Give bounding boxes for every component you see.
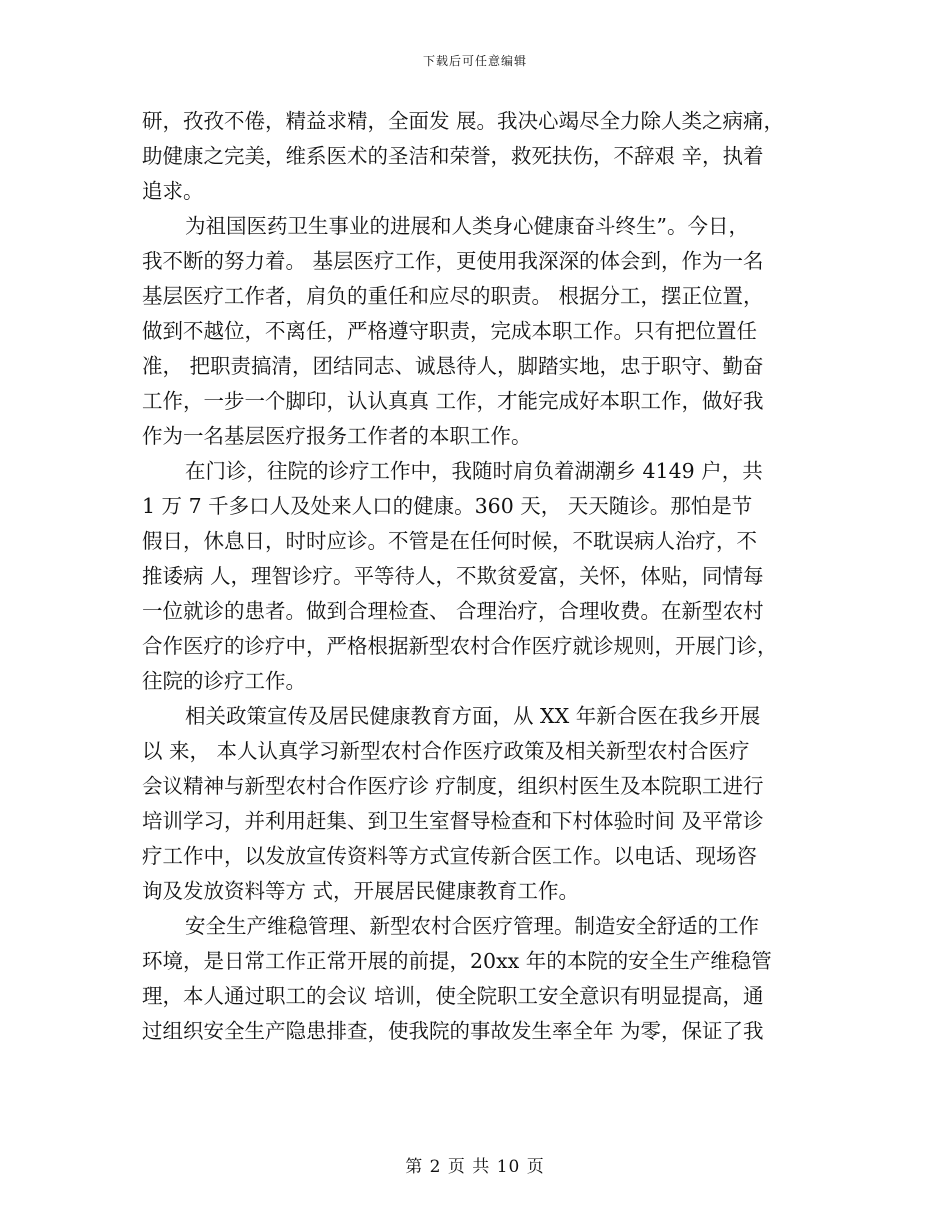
text-line: 会议精神与新型农村合作医疗诊 疗制度，组织村医生及本院职工进行 [142, 774, 764, 798]
text-line: 询及发放资料等方 式，开展居民健康教育工作。 [142, 879, 580, 903]
text-line: 环境，是日常工作正常开展的前提，20xx 年的本院的安全生产维稳管 [142, 949, 772, 973]
page-header: 下载后可任意编辑 [422, 54, 527, 68]
paragraph-start-line: 为祖国医药卫生事业的进展和人类身心健康奋斗终生”。今日， [185, 214, 749, 238]
text-line: 过组织安全生产隐患排查，使我院的事故发生率全年 为零，保证了我 [142, 1019, 764, 1043]
text-line: 合作医疗的诊疗中，严格根据新型农村合作医疗就诊规则，开展门诊， [142, 634, 778, 658]
text-line: 做到不越位，不离任，严格遵守职责，完成本职工作。只有把位置任 [142, 319, 757, 343]
text-line: 工作，一步一个脚印，认认真真 工作，才能完成好本职工作，做好我 [142, 389, 764, 413]
text-line: 以 来， 本人认真学习新型农村合作医疗政策及相关新型农村合医疗 [142, 739, 750, 763]
text-line: 我不断的努力着。 基层医疗工作，更使用我深深的体会到，作为一名 [142, 249, 764, 273]
text-line: 研，孜孜不倦，精益求精，全面发 展。我决心竭尽全力除人类之病痛， [142, 109, 785, 133]
text-line: 准， 把职责搞清，团结同志、诚恳待人，脚踏实地，忠于职守、勤奋 [142, 354, 764, 378]
paragraph-start-line: 安全生产维稳管理、新型农村合医疗管理。制造安全舒适的工作 [185, 914, 759, 938]
text-line: 基层医疗工作者，肩负的重任和应尽的职责。 根据分工，摆正位置， [142, 284, 764, 308]
text-line: 作为一名基层医疗报务工作者的本职工作。 [142, 424, 532, 448]
text-line: 助健康之完美，维系医术的圣洁和荣誉，救死扶伤，不辞艰 辛，执着 [142, 144, 764, 168]
text-line: 追求。 [142, 179, 204, 203]
text-line: 推诿病 人，理智诊疗。平等待人，不欺贫爱富，关怀，体贴，同情每 [142, 564, 764, 588]
text-line: 1 万 7 千多口人及处来人口的健康。360 天， 天天随诊。那怕是节 [142, 494, 753, 518]
text-line: 一位就诊的患者。做到合理检查、 合理治疗，合理收费。在新型农村 [142, 599, 764, 623]
document-body [142, 104, 802, 1049]
text-line: 理，本人通过职工的会议 培训，使全院职工安全意识有明显提高，通 [142, 984, 764, 1008]
text-line: 往院的诊疗工作。 [142, 669, 306, 693]
text-line: 培训学习，并利用赶集、到卫生室督导检查和下村体验时间 及平常诊 [142, 809, 764, 833]
text-line: 假日，休息日，时时应诊。不管是在任何时候，不耽误病人治疗，不 [142, 529, 757, 553]
paragraph-start-line: 相关政策宣传及居民健康教育方面，从 XX 年新合医在我乡开展 [185, 704, 761, 728]
paragraph-start-line: 在门诊，往院的诊疗工作中，我随时肩负着湖潮乡 4149 户，共 [185, 459, 763, 483]
text-line: 疗工作中，以发放宣传资料等方式宣传新合医工作。以电话、现场咨 [142, 844, 757, 868]
page-number-footer: 第 2 页 共 10 页 [405, 1157, 545, 1177]
